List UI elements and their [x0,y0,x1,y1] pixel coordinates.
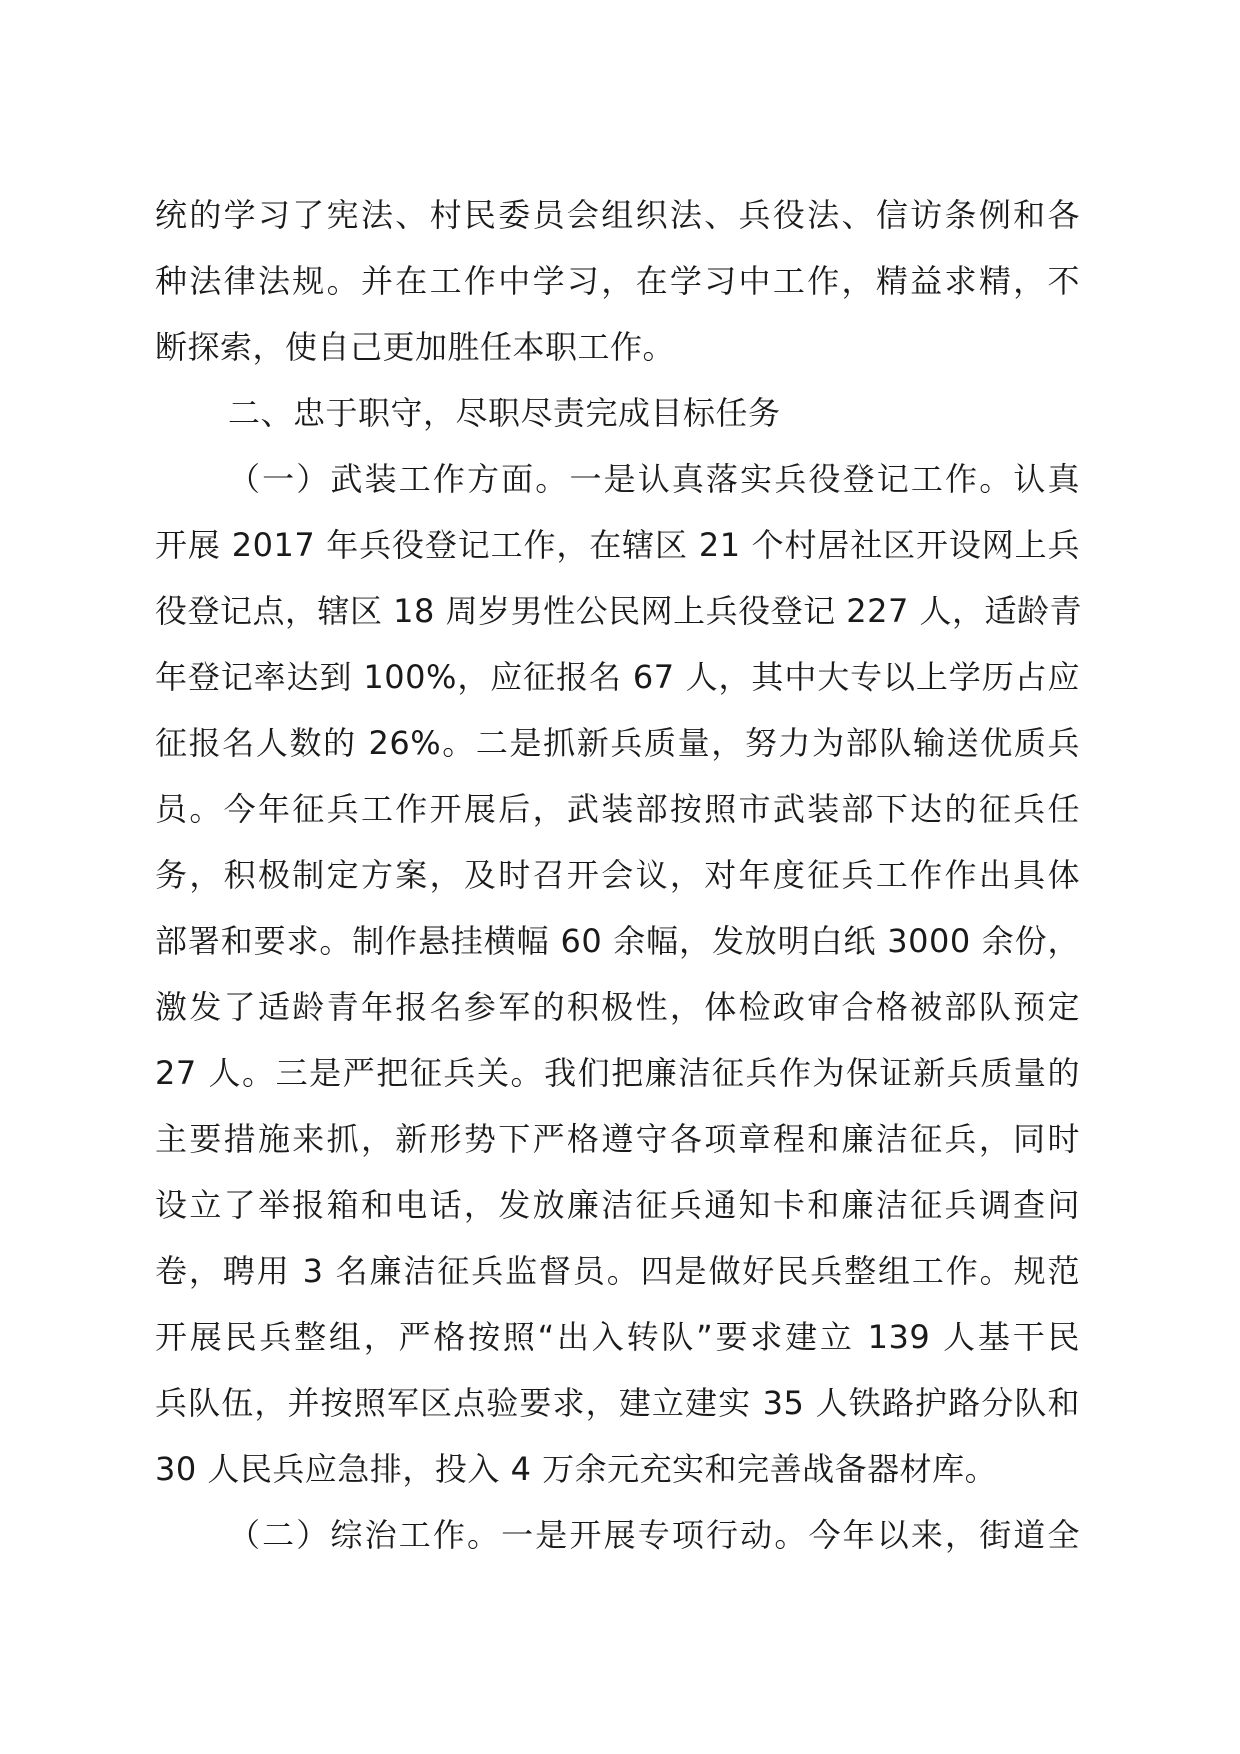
paragraph-line: 兵队伍，并按照军区点验要求，建立建实 35 人铁路护路分队和 [155,1384,1080,1422]
paragraph-line: 开展民兵整组，严格按照“出入转队”要求建立 139 人基干民 [155,1318,1080,1356]
paragraph-line: 役登记点，辖区 18 周岁男性公民网上兵役登记 227 人，适龄青 [155,592,1082,630]
paragraph-line: （一）武装工作方面。一是认真落实兵役登记工作。认真 [228,460,1080,498]
paragraph-line: 27 人。三是严把征兵关。我们把廉洁征兵作为保证新兵质量的 [155,1054,1080,1092]
paragraph-line: 设立了举报箱和电话，发放廉洁征兵通知卡和廉洁征兵调查问 [155,1186,1080,1224]
paragraph-line: 种法律法规。并在工作中学习，在学习中工作，精益求精，不 [155,262,1080,300]
paragraph-line: 部署和要求。制作悬挂横幅 60 余幅，发放明白纸 3000 余份， [155,922,1080,960]
paragraph-line: 主要措施来抓，新形势下严格遵守各项章程和廉洁征兵，同时 [155,1120,1080,1158]
paragraph-line: 开展 2017 年兵役登记工作，在辖区 21 个村居社区开设网上兵 [155,526,1080,564]
paragraph-line: 年登记率达到 100%，应征报名 67 人，其中大专以上学历占应 [155,658,1080,696]
paragraph-line: 征报名人数的 26%。二是抓新兵质量，努力为部队输送优质兵 [155,724,1080,762]
paragraph-line: 卷，聘用 3 名廉洁征兵监督员。四是做好民兵整组工作。规范 [155,1252,1080,1290]
paragraph-line: 统的学习了宪法、村民委员会组织法、兵役法、信访条例和各 [155,196,1080,234]
paragraph-line: 断探索，使自己更加胜任本职工作。 [155,328,676,366]
paragraph-line: 员。今年征兵工作开展后，武装部按照市武装部下达的征兵任 [155,790,1080,828]
section-heading: 二、忠于职守，尽职尽责完成目标任务 [228,394,781,432]
paragraph-line: 务，积极制定方案，及时召开会议，对年度征兵工作作出具体 [155,856,1080,894]
paragraph-line: 30 人民兵应急排，投入 4 万余元充实和完善战备器材库。 [155,1450,998,1488]
paragraph-line: 激发了适龄青年报名参军的积极性，体检政审合格被部队预定 [155,988,1080,1026]
paragraph-line: （二）综治工作。一是开展专项行动。今年以来，街道全 [228,1516,1080,1554]
